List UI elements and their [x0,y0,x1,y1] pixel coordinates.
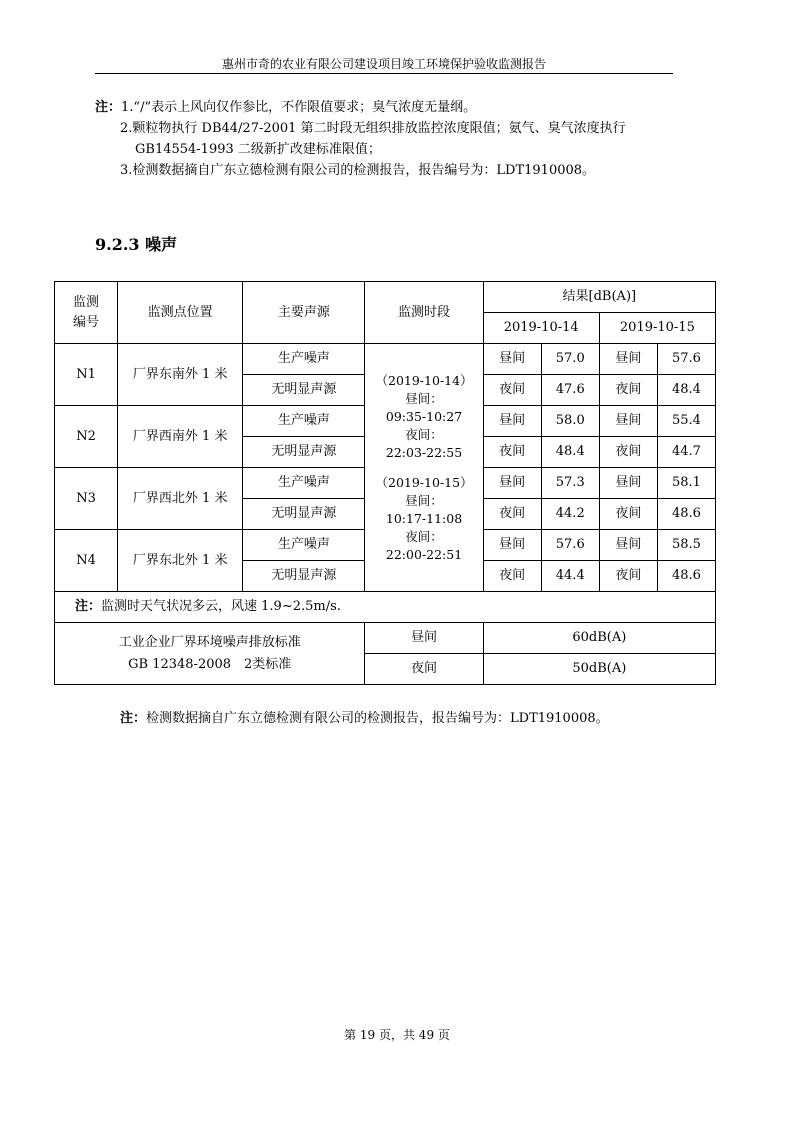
time-block [365,344,483,592]
row-id: N4 [55,530,118,592]
value-cell: 47.6 [541,375,599,406]
row-location: 厂界西北外 1 米 [118,468,243,530]
value-cell: 48.4 [541,437,599,468]
row-source: 生产噪声 [243,468,365,499]
row-location: 厂界东南外 1 米 [118,344,243,406]
value-cell: 44.2 [541,499,599,530]
section-title: 9.2.3 噪声 [95,235,178,254]
period-cell: 昼间 [483,344,541,375]
page-header: 惠州市奇的农业有限公司建设项目竣工环境保护验收监测报告 [95,56,673,74]
value-cell: 48.4 [657,375,715,406]
time-line: 22:03-22:55 [385,444,463,460]
row-id: N1 [55,344,118,406]
time-line: （2019-10-15） [375,474,473,490]
value-cell: 57.6 [657,344,715,375]
row-source: 无明显声源 [243,437,365,468]
note-line-2: 2.颗粒物执行 DB44/27-2001 第二时段无组织排放监控浓度限值；氨气、臭气浓度执行 [120,121,626,136]
value-cell: 58.1 [657,468,715,499]
standard-name: 工业企业厂界环境噪声排放标准 GB 12348-2008 2类标准 [55,623,365,685]
row-id: N2 [55,406,118,468]
time-line: 昼间： [405,390,443,406]
row-source: 无明显声源 [243,561,365,592]
noise-table [54,281,716,685]
time-line: 10:17-11:08 [385,510,463,526]
value-cell: 48.6 [657,499,715,530]
row-source: 生产噪声 [243,344,365,375]
time-line: 夜间： [405,426,443,442]
period-cell: 夜间 [483,561,541,592]
value-cell: 57.0 [541,344,599,375]
period-cell: 夜间 [599,437,657,468]
header-source: 主要声源 [243,282,365,344]
time-line: （2019-10-14） [375,372,473,388]
standard-night-limit: 50dB(A) [483,654,715,685]
value-cell: 44.7 [657,437,715,468]
period-cell: 夜间 [483,437,541,468]
standard-day-label: 昼间 [365,623,483,654]
row-source: 生产噪声 [243,530,365,561]
row-source: 生产噪声 [243,406,365,437]
period-cell: 昼间 [599,530,657,561]
row-location: 厂界东北外 1 米 [118,530,243,592]
period-cell: 昼间 [599,406,657,437]
value-cell: 44.4 [541,561,599,592]
header-date-2: 2019-10-15 [599,313,715,344]
period-cell: 夜间 [483,375,541,406]
note-label: 注： [95,100,122,115]
header-result: 结果[dB(A)] [483,282,715,313]
period-cell: 夜间 [599,375,657,406]
period-cell: 昼间 [483,468,541,499]
time-line: 昼间： [405,492,443,508]
period-cell: 昼间 [483,530,541,561]
value-cell: 48.6 [657,561,715,592]
header-location: 监测点位置 [118,282,243,344]
source-note: 注：检测数据摘自广东立德检测有限公司的检测报告，报告编号为：LDT1910008。 [120,711,609,726]
weather-note: 注：监测时天气状况多云，风速 1.9~2.5m/s. [55,592,716,623]
value-cell: 58.0 [541,406,599,437]
header-date-1: 2019-10-14 [483,313,599,344]
period-cell: 夜间 [483,499,541,530]
period-cell: 夜间 [599,499,657,530]
note-line-4: 3.检测数据摘自广东立德检测有限公司的检测报告，报告编号为：LDT1910008。 [120,163,596,178]
period-cell: 昼间 [599,468,657,499]
header-id: 监测编号 [55,282,118,344]
value-cell: 58.5 [657,530,715,561]
time-line [365,462,482,474]
time-line: 09:35-10:27 [385,408,463,424]
note-line-1: 注：1.“/”表示上风向仅作参比，不作限值要求；臭气浓度无量纲。 [95,100,477,115]
row-source: 无明显声源 [243,499,365,530]
value-cell: 55.4 [657,406,715,437]
time-line: 22:00-22:51 [385,546,463,562]
standard-day-limit: 60dB(A) [483,623,715,654]
page-footer: 第 19 页，共 49 页 [344,1028,450,1042]
row-id: N3 [55,468,118,530]
value-cell: 57.6 [541,530,599,561]
row-source: 无明显声源 [243,375,365,406]
period-cell: 昼间 [599,344,657,375]
period-cell: 昼间 [483,406,541,437]
header-period: 监测时段 [365,282,483,344]
period-cell: 夜间 [599,561,657,592]
notes-block [95,97,695,181]
time-line: 夜间： [405,528,443,544]
row-location: 厂界西南外 1 米 [118,406,243,468]
value-cell: 57.3 [541,468,599,499]
note-line-3: GB14554-1993 二级新扩改建标准限值； [135,142,381,157]
standard-night-label: 夜间 [365,654,483,685]
